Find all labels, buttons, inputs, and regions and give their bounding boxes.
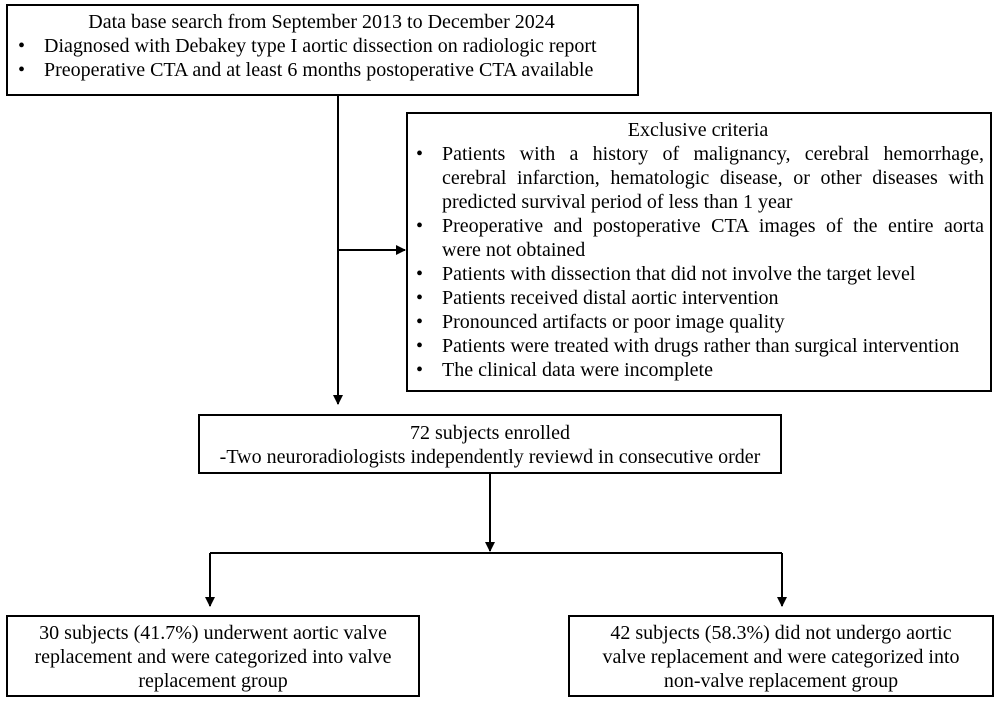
enrolled-review-note: -Two neuroradiologists independently reviewd in consecutive order xyxy=(219,446,761,468)
exclusion-criterion: • Patients with a history of malignancy, cerebral hemorrhage, cerebral infarction, hematologic disease, or other diseases with predicted survival period of less than 1 year xyxy=(412,142,984,214)
enrolled-box xyxy=(198,414,782,474)
enrolled-count: 72 subjects enrolled xyxy=(410,422,570,444)
exclusion-criterion: • Patients with dissection that did not involve the target level xyxy=(412,262,984,286)
exclusion-box xyxy=(406,112,992,392)
nonvalve-group-box xyxy=(568,615,994,697)
search-criterion: • Diagnosed with Debakey type I aortic dissection on radiologic report xyxy=(14,34,629,58)
valve-group-text: 30 subjects (41.7%) underwent aortic valve replacement and were categorized into valve replacement group xyxy=(34,622,392,692)
exclusion-criteria-list xyxy=(412,142,984,382)
exclusion-criterion: • Preoperative and postoperative CTA images of the entire aorta were not obtained xyxy=(412,214,984,262)
search-box xyxy=(6,4,639,96)
exclusion-title: Exclusive criteria xyxy=(627,119,769,141)
exclusion-criterion: • Patients were treated with drugs rather than surgical intervention xyxy=(412,334,984,358)
nonvalve-group-text: 42 subjects (58.3%) did not undergo aortic valve replacement and were categorized into non-valve replacement group xyxy=(602,622,960,692)
search-criteria-list xyxy=(14,34,629,82)
valve-group-box xyxy=(6,615,420,697)
search-criterion: • Preoperative CTA and at least 6 months postoperative CTA available xyxy=(14,58,629,82)
search-title: Data base search from September 2013 to December 2024 xyxy=(88,11,555,33)
exclusion-criterion: • Patients received distal aortic intervention xyxy=(412,286,984,310)
exclusion-criterion: • Pronounced artifacts or poor image quality xyxy=(412,310,984,334)
exclusion-criterion: • The clinical data were incomplete xyxy=(412,358,984,382)
